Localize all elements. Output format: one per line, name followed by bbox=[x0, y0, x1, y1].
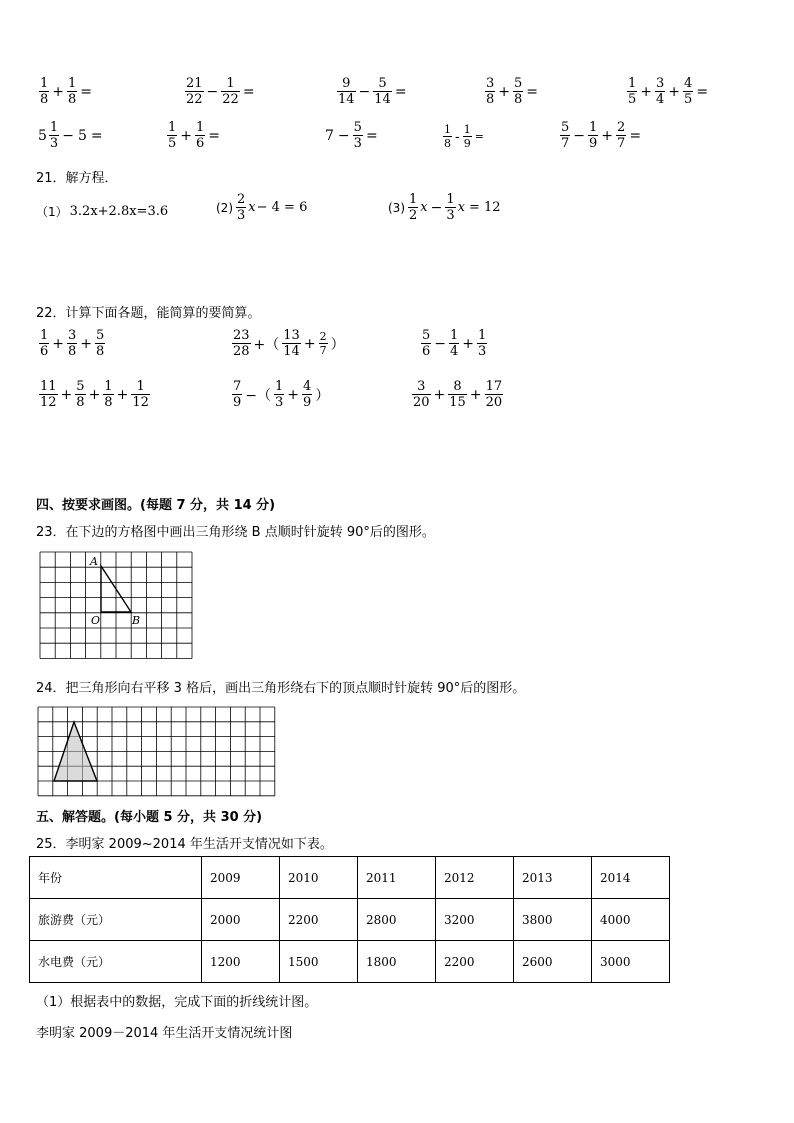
table-row bbox=[30, 941, 670, 983]
q23-grid bbox=[40, 552, 192, 658]
q22-calc-6: $\frac{3}{20}$ + $\frac{8}{15}$ + $\frac{17}{20}$ bbox=[413, 379, 503, 410]
table-cell: 1800 bbox=[358, 941, 436, 983]
q23-label-o: O bbox=[91, 614, 101, 627]
table-cell: 3200 bbox=[436, 899, 514, 941]
table-cell: 3000 bbox=[592, 941, 670, 983]
expr-r1-5: $\frac{1}{5}$ + $\frac{3}{4}$ + $\frac{4}{5}$ = bbox=[628, 76, 709, 107]
q22-calc-4: $\frac{11}{12}$ + $\frac{5}{8}$ + $\frac{1}{8}$ + $\frac{1}{12}$ bbox=[40, 379, 149, 410]
q23-grid-figure bbox=[39, 551, 195, 663]
expr-r1-2: $\frac{21}{22}$ − $\frac{1}{22}$ = bbox=[186, 76, 255, 107]
q22-calc-5: $\frac{7}{9}$ −（ $\frac{1}{3}$ + $\frac{4}{9}$ ） bbox=[233, 379, 330, 410]
table-cell: 2600 bbox=[514, 941, 592, 983]
q25-chart-title: 李明家 2009－2014 年生活开支情况统计图 bbox=[36, 1026, 293, 1041]
q21-title: 21．解方程． bbox=[36, 171, 118, 186]
q21-eq3: (3) $\frac{1}{2}$ x − $\frac{1}{3}$ x = 12 bbox=[388, 192, 501, 223]
table-cell: 2011 bbox=[358, 857, 436, 899]
table-cell: 2013 bbox=[514, 857, 592, 899]
section-4-title: 四、按要求画图。(每题 7 分，共 14 分) bbox=[36, 498, 276, 513]
q22-calc-1: $\frac{1}{6}$ + $\frac{3}{8}$ + $\frac{5}{8}$ bbox=[40, 328, 105, 359]
q23-label-b: B bbox=[132, 614, 141, 627]
expr-r2-2: $\frac{1}{5}$ + $\frac{1}{6}$ = bbox=[168, 120, 221, 151]
expr-r1-4: $\frac{3}{8}$ + $\frac{5}{8}$ = bbox=[486, 76, 539, 107]
q21-eq2: (2) $\frac{2}{3}$ x − 4 = 6 bbox=[216, 192, 308, 223]
table-cell: 2200 bbox=[280, 899, 358, 941]
expr-r2-4: $\frac{1}{8}$ - $\frac{1}{9}$ = bbox=[444, 123, 484, 150]
table-cell: 1500 bbox=[280, 941, 358, 983]
table-cell: 1200 bbox=[202, 941, 280, 983]
expr-r2-5: $\frac{5}{7}$ − $\frac{1}{9}$ + $\frac{2}{7}$ = bbox=[561, 120, 642, 151]
expr-r1-1: $\frac{1}{8}$ + $\frac{1}{8}$ = bbox=[40, 76, 93, 107]
q25-title: 25．李明家 2009~2014 年生活开支情况如下表。 bbox=[36, 837, 333, 852]
table-cell: 年份 bbox=[30, 857, 202, 899]
q25-sub1: （1）根据表中的数据，完成下面的折线统计图。 bbox=[36, 995, 318, 1010]
q22-title: 22．计算下面各题，能简算的要简算。 bbox=[36, 306, 261, 321]
table-cell: 2012 bbox=[436, 857, 514, 899]
expr-r2-3: 7 − $\frac{5}{3}$ = bbox=[325, 120, 378, 151]
q24-grid-figure bbox=[37, 706, 280, 797]
section-5-title: 五、解答题。(每小题 5 分，共 30 分) bbox=[36, 810, 263, 825]
q22-calc-3: $\frac{5}{6}$ − $\frac{1}{4}$ + $\frac{1}{3}$ bbox=[422, 328, 487, 359]
expr-r1-3: $\frac{9}{14}$ − $\frac{5}{14}$ = bbox=[338, 76, 407, 107]
q22-calc-2: $\frac{23}{28}$ +（ $\frac{13}{14}$ + $\frac{2}{7}$ ） bbox=[233, 328, 345, 359]
q21-eq1: （1） 3.2x+2.8x=3.6 bbox=[36, 204, 169, 219]
table-cell: 2014 bbox=[592, 857, 670, 899]
table-cell: 2009 bbox=[202, 857, 280, 899]
table-cell: 4000 bbox=[592, 899, 670, 941]
table-cell: 3800 bbox=[514, 899, 592, 941]
table-row bbox=[30, 857, 670, 899]
table-cell: 2800 bbox=[358, 899, 436, 941]
expr-r2-1: 5 $\frac{1}{3}$ − 5 = bbox=[38, 120, 103, 151]
table-cell: 水电费（元） bbox=[30, 941, 202, 983]
q24-title: 24．把三角形向右平移 3 格后，画出三角形绕右下的顶点顺时针旋转 90°后的图形。 bbox=[36, 681, 526, 696]
q23-label-a: A bbox=[90, 555, 98, 568]
table-cell: 2010 bbox=[280, 857, 358, 899]
table-row bbox=[30, 899, 670, 941]
table-cell: 旅游费（元） bbox=[30, 899, 202, 941]
q23-title: 23．在下边的方格图中画出三角形绕 B 点顺时针旋转 90°后的图形。 bbox=[36, 525, 435, 540]
expense-table bbox=[29, 856, 670, 983]
table-cell: 2000 bbox=[202, 899, 280, 941]
table-cell: 2200 bbox=[436, 941, 514, 983]
